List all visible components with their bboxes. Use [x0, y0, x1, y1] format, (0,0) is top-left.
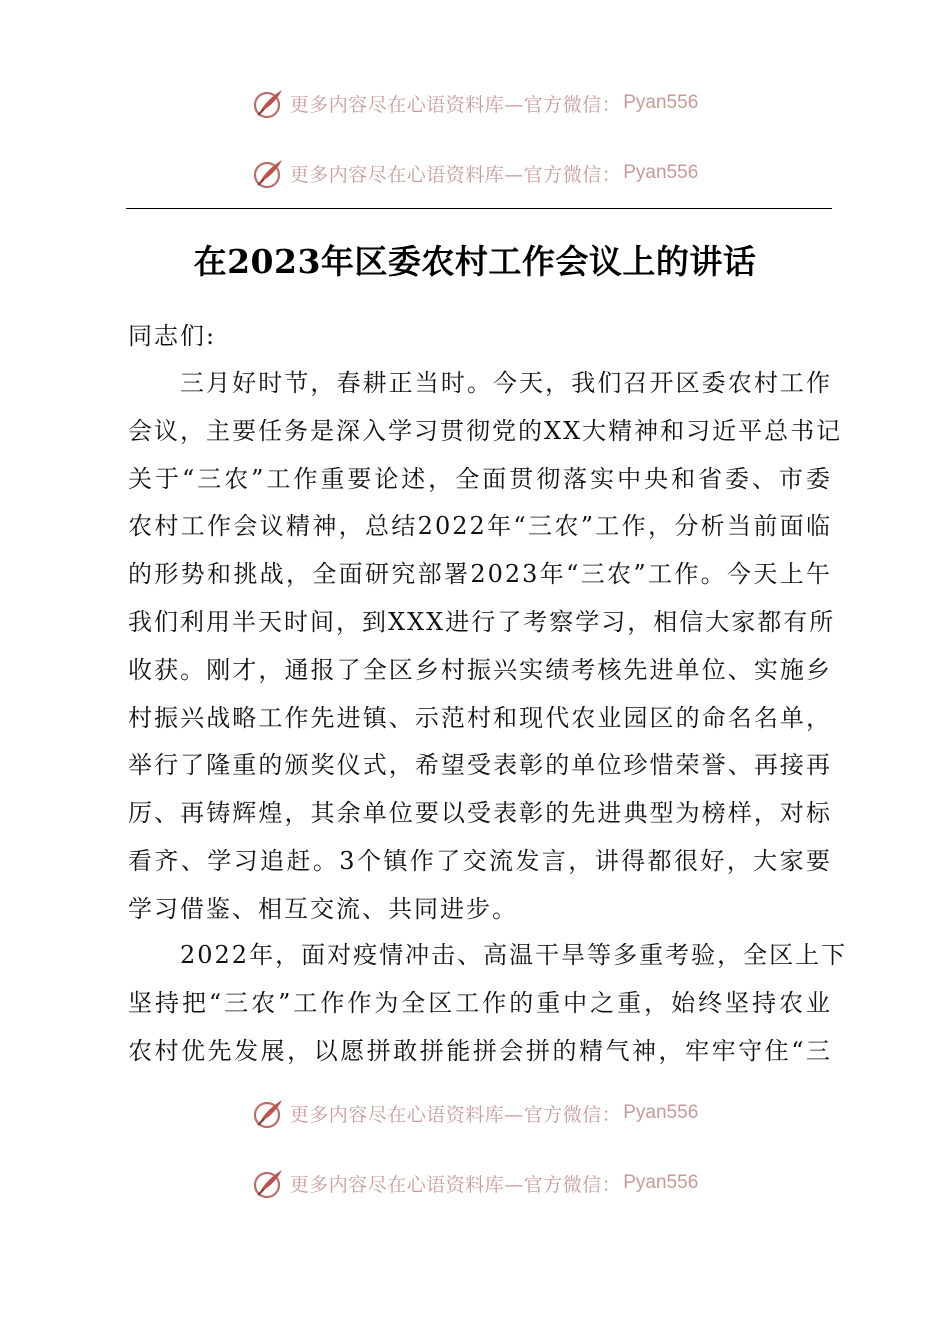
paragraph-line: 坚持把“三农”工作作为全区工作的重中之重，始终坚持农业 [128, 988, 832, 1017]
watermark-text: 更多内容尽在心语资料库—官方微信： [289, 163, 622, 186]
watermark-banner-top-2 [0, 153, 950, 193]
paragraph-line: 三月好时节，春耕正当时。今天，我们召开区委农村工作 [180, 369, 832, 397]
paragraph-line: 关于“三农”工作重要论述，全面贯彻落实中央和省委、市委 [128, 464, 832, 493]
paragraph-line: 农村工作会议精神，总结2022年“三农”工作，分析当前面临 [128, 512, 832, 541]
header-divider [126, 208, 832, 209]
paragraph-line: 村振兴战略工作先进镇、示范村和现代农业园区的命名名单， [128, 703, 832, 732]
paragraph-line: 会议，主要任务是深入学习贯彻党的XX大精神和习近平总书记 [128, 416, 843, 445]
paragraph-2 [128, 932, 848, 1075]
watermark-text: 更多内容尽在心语资料库—官方微信： [289, 93, 622, 116]
watermark-id: Pyan556 [623, 92, 699, 113]
paragraph-line: 看齐、学习追赶。3个镇作了交流发言，讲得都很好，大家要 [128, 846, 832, 875]
document-title: 在2023年区委农村工作会议上的讲话 [193, 242, 757, 281]
paragraph-line: 2022年，面对疫情冲击、高温干旱等多重考验，全区上下 [180, 941, 848, 969]
watermark-text: 更多内容尽在心语资料库—官方微信： [289, 1103, 622, 1126]
paragraph-line: 学习借鉴、相互交流、共同进步。 [128, 894, 518, 923]
watermark-banner-top-1 [0, 83, 950, 123]
watermark-text: 更多内容尽在心语资料库—官方微信： [289, 1173, 622, 1196]
watermark-id: Pyan556 [623, 1102, 699, 1123]
paragraph-line: 农村优先发展，以愿拼敢拼能拼会拼的精气神，牢牢守住“三 [128, 1036, 832, 1065]
watermark-banner-bottom-2 [0, 1163, 950, 1203]
watermark-id: Pyan556 [623, 162, 699, 183]
paragraph-line: 收获。刚才，通报了全区乡村振兴实绩考核先进单位、实施乡 [128, 655, 832, 684]
paragraph-line: 的形势和挑战，全面研究部署2023年“三农”工作。今天上午 [128, 560, 832, 589]
watermark-banner-bottom-1 [0, 1093, 950, 1133]
greeting: 同志们: [128, 322, 217, 350]
watermark-id: Pyan556 [623, 1172, 699, 1193]
quill-logo-icon [252, 86, 286, 120]
quill-logo-icon [252, 156, 286, 190]
quill-logo-icon [252, 1166, 286, 1200]
paragraph-line: 我们利用半天时间，到XXX进行了考察学习，相信大家都有所 [128, 607, 836, 636]
paragraph-line: 举行了隆重的颁奖仪式，希望受表彰的单位珍惜荣誉、再接再 [128, 751, 832, 780]
quill-logo-icon [252, 1096, 286, 1130]
paragraph-1 [128, 360, 843, 934]
paragraph-line: 厉、再铸辉煌，其余单位要以受表彰的先进典型为榜样，对标 [128, 799, 832, 828]
